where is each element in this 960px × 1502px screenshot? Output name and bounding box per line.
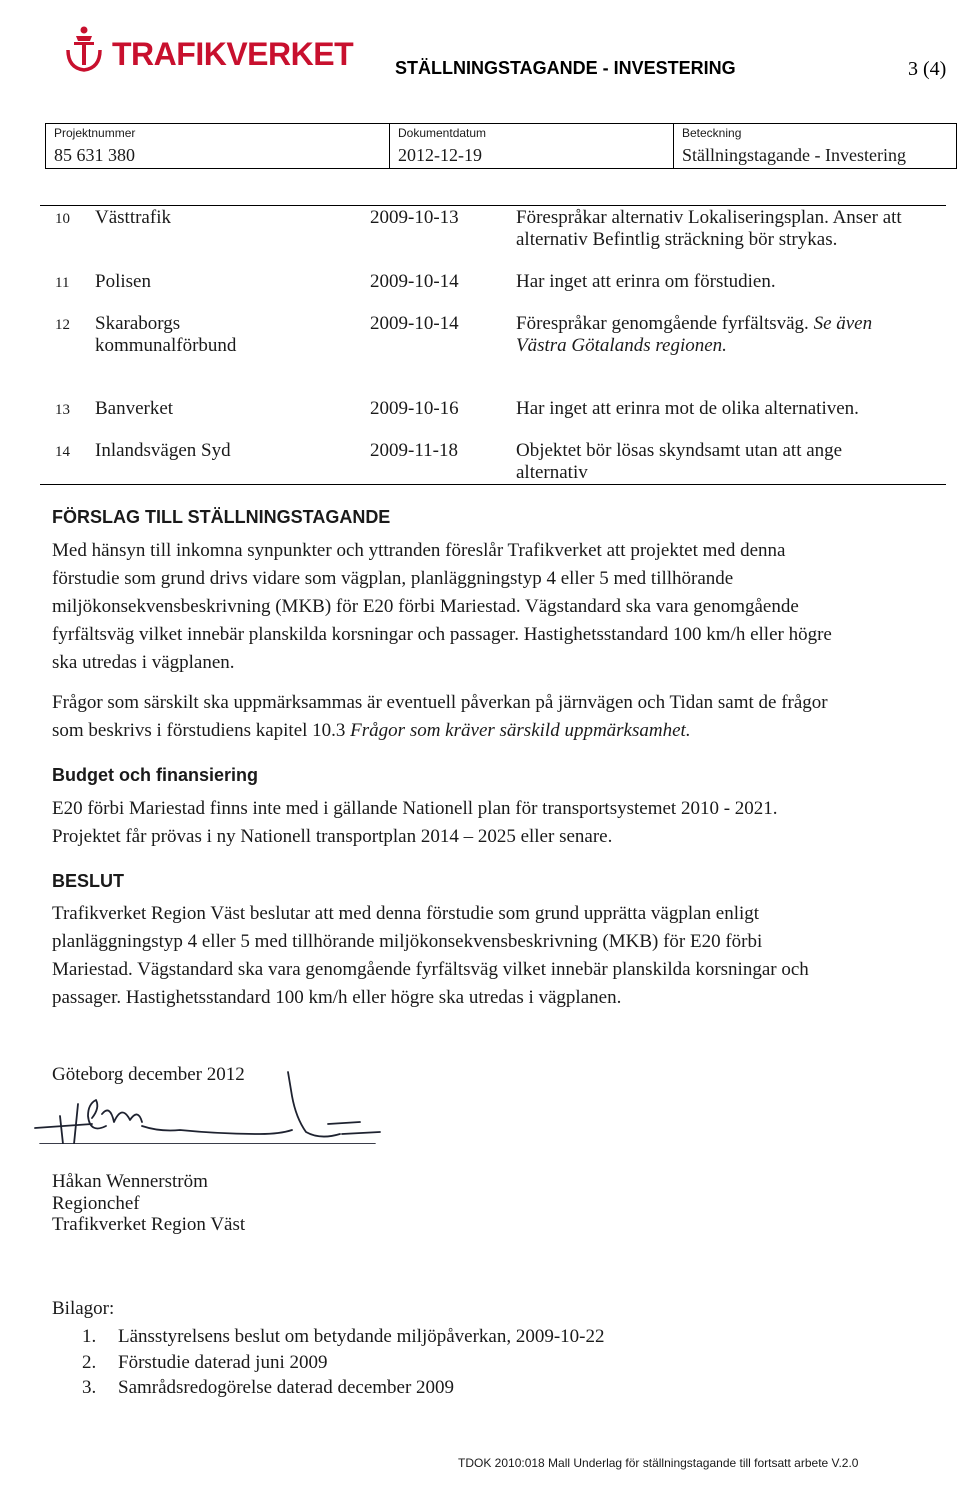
- list-item-text: Länsstyrelsens beslut om betydande miljöpåverkan, 2009-10-22: [118, 1326, 605, 1347]
- decision-paragraph: [52, 900, 932, 1012]
- paragraph-line: Med hänsyn till inkomna synpunkter och yttranden föreslår Trafikverket att projektet med denna: [52, 540, 786, 561]
- page-number: 3 (4): [908, 58, 947, 80]
- signatory-title: Regionchef: [52, 1192, 140, 1214]
- paragraph-line: Frågor som särskilt ska uppmärksammas är eventuell påverkan på järnvägen och Tidan samt de frågor: [52, 692, 828, 713]
- paragraph-line: miljökonsekvensbeskrivning (MKB) för E20 förbi Mariestad. Vägstandard ska vara genomgående: [52, 596, 799, 617]
- list-item: [82, 1324, 605, 1350]
- row-number: 14: [55, 444, 70, 460]
- budget-heading: Budget och finansiering: [52, 765, 259, 785]
- row-date: 2009-10-13: [370, 207, 459, 228]
- row-comment-line2: alternativ Befintlig sträckning bör strykas.: [516, 229, 838, 250]
- signatory-name: Håkan Wennerström: [52, 1171, 208, 1192]
- row-number: 10: [55, 211, 70, 227]
- chapter-reference: Frågor som kräver särskild uppmärksamhet.: [350, 720, 691, 741]
- decision-heading: BESLUT: [52, 871, 124, 891]
- row-comment: Har inget att erinra om förstudien.: [516, 271, 776, 292]
- document-date-label: Dokumentdatum: [398, 126, 487, 140]
- trafikverket-logo-icon: [62, 24, 106, 74]
- table-bottom-rule: [40, 484, 946, 485]
- list-item: [82, 1375, 605, 1401]
- row-organisation: Polisen: [95, 271, 151, 292]
- row-comment: Förespråkar alternativ Lokaliseringsplan. Anser att: [516, 207, 902, 228]
- paragraph-line: planläggningstyp 4 eller 5 med tillhörande miljökonsekvensbeskrivning (MKB) för E20 förbi: [52, 931, 763, 952]
- signatory-block: [52, 1171, 245, 1236]
- document-date-value: 2012-12-19: [398, 145, 482, 165]
- handwritten-signature: [30, 1064, 390, 1144]
- row-comment-line2: Västra Götalands regionen.: [516, 335, 727, 356]
- row-date: 2009-10-14: [370, 271, 459, 292]
- row-comment-line2: alternativ: [516, 462, 588, 483]
- row-organisation-line2: kommunalförbund: [95, 335, 237, 356]
- paragraph-line: [52, 717, 932, 745]
- paragraph-line: Trafikverket Region Väst beslutar att med denna förstudie som grund upprätta vägplan enligt: [52, 903, 760, 924]
- row-number: 12: [55, 317, 70, 333]
- row-comment-reference: Se även: [813, 313, 873, 334]
- signature-place-date: Göteborg december 2012: [52, 1064, 245, 1085]
- paragraph-line: passager. Hastighetsstandard 100 km/h eller högre ska utredas i vägplanen.: [52, 987, 622, 1008]
- proposal-paragraph-2: [52, 689, 932, 745]
- document-meta-box: [45, 123, 957, 169]
- row-organisation: Banverket: [95, 398, 174, 419]
- proposal-paragraph: [52, 537, 932, 677]
- row-comment-text: Förespråkar genomgående fyrfältsväg.: [516, 313, 809, 334]
- paragraph-line: fyrfältsväg vilket innebär planskilda korsningar och passager. Hastighetsstandard 100 km/h eller högre: [52, 624, 832, 645]
- template-footer: TDOK 2010:018 Mall Underlag för ställningstagande till fortsatt arbete V.2.0: [458, 1456, 859, 1470]
- row-date: 2009-11-18: [370, 440, 458, 461]
- row-date: 2009-10-14: [370, 313, 459, 334]
- row-organisation: Västtrafik: [95, 207, 171, 228]
- row-number: 11: [55, 275, 70, 291]
- row-organisation: Skaraborgs: [95, 313, 181, 334]
- project-number-label: Projektnummer: [54, 126, 136, 140]
- row-comment: [516, 313, 872, 335]
- document-heading: STÄLLNINGSTAGANDE - INVESTERING: [395, 58, 736, 78]
- budget-paragraph: [52, 795, 932, 851]
- signatory-organisation: Trafikverket Region Väst: [52, 1214, 246, 1235]
- designation-cell: [673, 124, 956, 168]
- table-top-rule: [40, 205, 946, 206]
- paragraph-line: Mariestad. Vägstandard ska vara genomgående fyrfältsväg vilket innebär planskilda korsningar och: [52, 959, 809, 980]
- list-item-text: Samrådsredogörelse daterad december 2009: [118, 1377, 455, 1398]
- list-item: [82, 1350, 605, 1376]
- list-item-number: 3.: [82, 1377, 97, 1398]
- attachments-heading: Bilagor:: [52, 1298, 115, 1319]
- row-number: 13: [55, 402, 70, 418]
- list-item-number: 1.: [82, 1326, 97, 1347]
- attachments-list: [82, 1324, 605, 1401]
- list-item-number: 2.: [82, 1351, 97, 1373]
- logo-text: TRAFIKVERKET: [112, 36, 354, 72]
- designation-value: Ställningstagande - Investering: [682, 145, 906, 165]
- designation-label: Beteckning: [682, 126, 742, 140]
- proposal-heading: FÖRSLAG TILL STÄLLNINGSTAGANDE: [52, 507, 391, 527]
- row-comment: Har inget att erinra mot de olika alternativen.: [516, 398, 859, 419]
- paragraph-text: som beskrivs i förstudiens kapitel 10.3: [52, 720, 351, 741]
- project-number-value: 85 631 380: [54, 145, 135, 165]
- list-item-text: Förstudie daterad juni 2009: [118, 1351, 328, 1373]
- paragraph-line: E20 förbi Mariestad finns inte med i gällande Nationell plan för transportsystemet 2010 - 2021.: [52, 798, 778, 819]
- project-number-cell: [46, 124, 389, 168]
- paragraph-line: Projektet får prövas i ny Nationell transportplan 2014 – 2025 eller senare.: [52, 826, 613, 847]
- document-date-cell: [389, 124, 674, 168]
- row-comment: Objektet bör lösas skyndsamt utan att ange: [516, 440, 843, 461]
- row-date: 2009-10-16: [370, 398, 459, 419]
- row-organisation: Inlandsvägen Syd: [95, 440, 231, 461]
- paragraph-line: ska utredas i vägplanen.: [52, 652, 235, 673]
- paragraph-line: förstudie som grund drivs vidare som vägplan, planläggningstyp 4 eller 5 med tillhörande: [52, 568, 734, 589]
